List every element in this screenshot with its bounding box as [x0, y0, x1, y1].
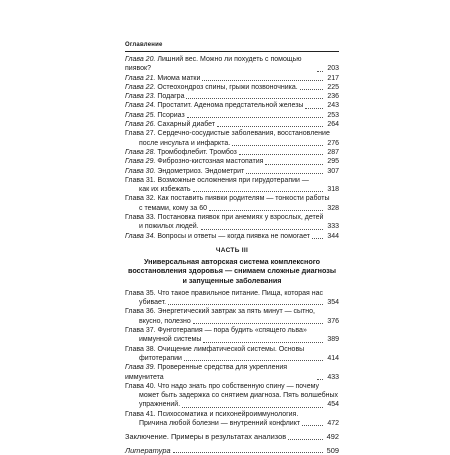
entry-page: 264 — [327, 121, 339, 129]
chapter-number: Глава 27. — [125, 130, 156, 138]
entry-title: Литература — [125, 445, 171, 455]
toc-entry[interactable] — [125, 55, 339, 74]
entry-page: 344 — [327, 232, 339, 240]
entry-title: Лишний вес. Можно ли похудеть с помощью пиявок? — [125, 56, 302, 73]
part-label: ЧАСТЬ III — [215, 246, 249, 254]
entry-page: 253 — [327, 111, 339, 119]
entry-title-continuation: Причина любой болезни — внутренний конфликт — [139, 419, 301, 427]
toc-entry[interactable] — [125, 167, 339, 176]
chapter-number: Глава 38. — [125, 345, 156, 353]
entry-title-continuation: как их избежать — [139, 186, 191, 194]
entry-title-continuation: упражнений. — [139, 401, 181, 409]
entry-page: 328 — [327, 204, 339, 212]
entry-title: Возможные осложнения при гирудотерапии — — [157, 176, 309, 184]
part-title: Универсальная авторская система комплексного восстановления здоровья — снимаем сложные диагнозы и запущенные заболевания — [128, 256, 336, 285]
toc-entry[interactable] — [125, 176, 339, 195]
chapter-number: Глава 37. — [125, 327, 156, 335]
toc-entry[interactable] — [125, 83, 339, 92]
entry-title-continuation: после инсульта и инфаркта. — [139, 139, 231, 147]
toc-entry[interactable] — [125, 289, 339, 308]
chapter-number: Глава 41. — [125, 410, 156, 418]
leader-dots — [312, 236, 323, 239]
toc-entry-literature[interactable] — [125, 446, 339, 455]
toc-entry[interactable] — [125, 129, 339, 148]
leader-dots — [173, 450, 323, 453]
entry-title: Постановка пиявок при анемиях у взрослых, детей — [157, 214, 324, 222]
entry-title-continuation: может быть задержка со снятием диагноза. Пять волшебных — [139, 392, 339, 400]
running-header: Оглавление — [125, 42, 163, 48]
leader-dots — [288, 437, 323, 440]
leader-dots — [203, 340, 323, 343]
leader-dots — [217, 124, 323, 127]
entry-title: Сердечно-сосудистые заболевания, восстановление — [157, 130, 330, 138]
chapter-number: Глава 30. — [125, 167, 156, 175]
leader-dots — [265, 162, 323, 165]
leader-dots — [202, 78, 323, 81]
entry-title: Очищение лимфатической системы. Основы — [157, 345, 305, 353]
entry-title: Заключение. Примеры в результатах анализов — [125, 432, 287, 442]
entry-title: Эндометриоз. Эндометрит — [157, 167, 245, 175]
entry-page: 333 — [327, 223, 339, 231]
toc-part-ii-list — [125, 55, 339, 241]
leader-dots — [201, 227, 323, 230]
chapter-number: Глава 20. — [125, 56, 156, 63]
leader-dots — [184, 358, 323, 361]
toc-entry[interactable] — [125, 157, 339, 166]
chapter-number: Глава 31. — [125, 176, 156, 184]
toc-entry[interactable] — [125, 410, 339, 429]
leader-dots — [209, 208, 323, 211]
entry-page: 307 — [327, 167, 339, 175]
leader-dots — [239, 152, 323, 155]
toc-entry[interactable] — [125, 148, 339, 157]
entry-page: 354 — [327, 299, 339, 307]
toc-entry[interactable] — [125, 101, 339, 110]
leader-dots — [232, 143, 323, 146]
entry-title-continuation: фитотерапии — [139, 354, 182, 362]
entry-title: Остеохондроз спины, грыжи позвоночника. — [157, 83, 298, 91]
entry-title-continuation: убивает. — [139, 299, 167, 307]
chapter-number: Глава 29. — [125, 158, 156, 166]
entry-title: Сахарный диабет — [157, 121, 216, 129]
entry-title: Что такое правильное питание. Пища, которая нас — [157, 289, 324, 297]
chapter-number: Глава 21. — [125, 74, 156, 82]
entry-page: 243 — [327, 102, 339, 110]
chapter-number: Глава 32. — [125, 195, 156, 203]
entry-page: 295 — [327, 158, 339, 166]
entry-title: Вопросы и ответы — когда пиявка не помогает — [157, 232, 310, 240]
entry-title: Подагра — [157, 93, 185, 101]
leader-dots — [317, 377, 323, 380]
leader-dots — [302, 423, 323, 426]
toc-page — [125, 42, 339, 455]
leader-dots — [193, 189, 323, 192]
toc-entry[interactable] — [125, 382, 339, 410]
entry-title: Простатит. Аденома предстательной железы — [157, 102, 304, 110]
entry-title-continuation: с темами, кому за 60 — [139, 204, 207, 212]
chapter-number: Глава 28. — [125, 148, 156, 156]
toc-entry[interactable] — [125, 326, 339, 345]
entry-page: 236 — [327, 93, 339, 101]
entry-title: Псориаз — [157, 111, 185, 119]
entry-page: 376 — [327, 317, 339, 325]
entry-page: 472 — [327, 419, 339, 427]
entry-title: Миома матки — [157, 74, 201, 82]
entry-page: 454 — [327, 401, 339, 409]
toc-entry[interactable] — [125, 92, 339, 101]
entry-page: 389 — [327, 336, 339, 344]
header-rule — [125, 51, 339, 52]
leader-dots — [300, 87, 323, 90]
entry-page: 217 — [327, 74, 339, 82]
toc-entry[interactable] — [125, 363, 339, 382]
entry-title: Психосоматика и психонейроиммунология. — [157, 410, 299, 418]
entry-title: Энергетический завтрак за пять минут — сытно, — [157, 308, 315, 316]
entry-title: Фунготерапия — пора будить «спящего льва» — [157, 327, 307, 335]
leader-dots — [187, 115, 323, 118]
chapter-number: Глава 23. — [125, 93, 156, 101]
entry-title: Тромбофлебит. Тромбоз — [157, 148, 237, 156]
chapter-number: Глава 22. — [125, 83, 156, 91]
toc-entry-conclusion[interactable] — [125, 432, 339, 442]
toc-entry[interactable] — [125, 194, 339, 213]
chapter-number: Глава 26. — [125, 121, 156, 129]
entry-page: 225 — [327, 83, 339, 91]
toc-entry[interactable] — [125, 213, 339, 232]
entry-title-continuation: вкусно, полезно — [139, 317, 191, 325]
toc-part-iii-list — [125, 289, 339, 428]
leader-dots — [186, 96, 323, 99]
entry-page: 492 — [326, 432, 339, 442]
entry-title: Как поставить пиявки родителям — тонкости работы — [157, 195, 330, 203]
leader-dots — [193, 321, 323, 324]
entry-page: 433 — [327, 373, 339, 381]
leader-dots — [317, 69, 323, 72]
entry-title: Проверенные средства для укрепления иммунитета — [125, 364, 288, 381]
entry-page: 203 — [327, 65, 339, 73]
leader-dots — [182, 405, 323, 408]
toc-entry[interactable] — [125, 345, 339, 364]
toc-entry[interactable] — [125, 74, 339, 83]
entry-page: 414 — [327, 354, 339, 362]
toc-entry[interactable] — [125, 111, 339, 120]
entry-title: Фиброзно-кистозная мастопатия — [157, 158, 264, 166]
toc-entry[interactable] — [125, 120, 339, 129]
leader-dots — [168, 302, 323, 305]
entry-page: 287 — [327, 148, 339, 156]
chapter-number: Глава 34. — [125, 232, 156, 240]
entry-page: 276 — [327, 139, 339, 147]
entry-title: Что надо знать про собственную спину — почему — [157, 382, 319, 390]
chapter-number: Глава 39. — [125, 364, 156, 372]
entry-title-continuation: иммунной системы — [139, 336, 202, 344]
leader-dots — [305, 106, 323, 109]
leader-dots — [246, 171, 323, 174]
entry-page: 509 — [326, 445, 339, 455]
toc-entry[interactable] — [125, 232, 339, 241]
chapter-number: Глава 35. — [125, 289, 156, 297]
chapter-number: Глава 24. — [125, 102, 156, 110]
chapter-number: Глава 25. — [125, 111, 156, 119]
entry-title-continuation: и пожилых людей. — [139, 223, 199, 231]
toc-entry[interactable] — [125, 307, 339, 326]
entry-page: 318 — [327, 186, 339, 194]
chapter-number: Глава 33. — [125, 214, 156, 222]
chapter-number: Глава 40. — [125, 382, 156, 390]
chapter-number: Глава 36. — [125, 308, 156, 316]
